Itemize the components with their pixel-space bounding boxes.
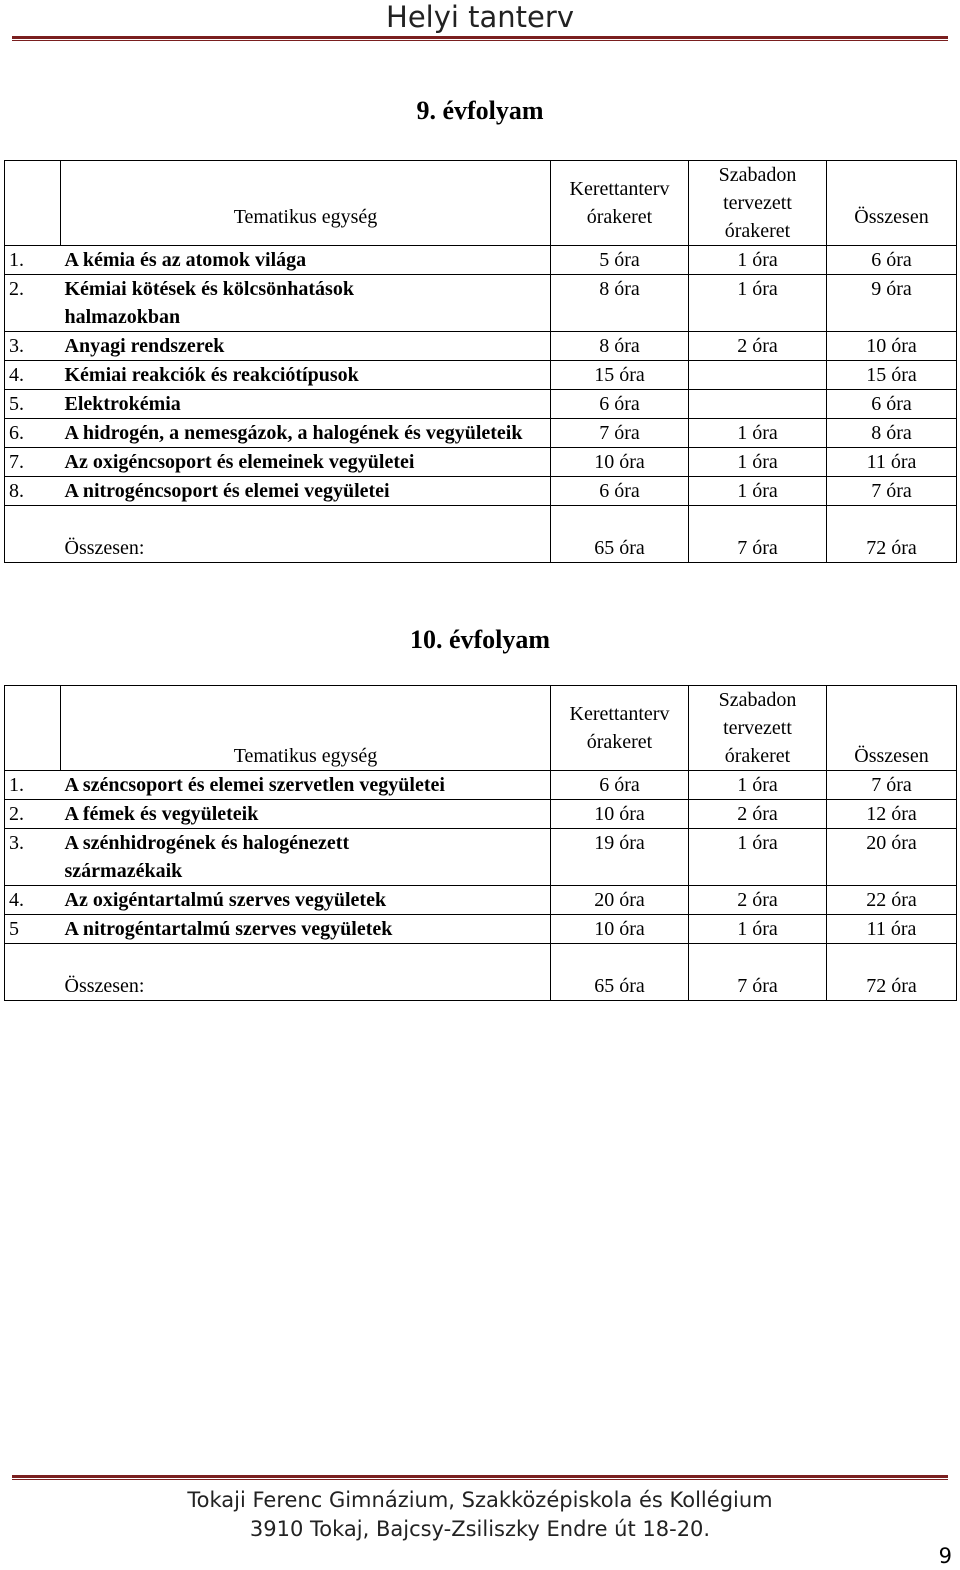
total-empty-cell bbox=[5, 944, 61, 1001]
row-unit: Kémiai reakciók és reakciótípusok bbox=[61, 361, 551, 390]
row-num: 4. bbox=[5, 361, 61, 390]
row-num: 3. bbox=[5, 829, 61, 886]
table-row bbox=[5, 477, 957, 506]
row-num: 2. bbox=[5, 800, 61, 829]
row-szabadon: 1 óra bbox=[689, 275, 827, 332]
header-empty-cell bbox=[5, 161, 61, 246]
grade10-title: 10. évfolyam bbox=[409, 625, 551, 654]
table-row bbox=[5, 390, 957, 419]
row-kerettanterv: 15 óra bbox=[551, 361, 689, 390]
row-num: 2. bbox=[5, 275, 61, 332]
row-num: 1. bbox=[5, 246, 61, 275]
footer-address: 3910 Tokaj, Bajcsy-Zsiliszky Endre út 18-20. bbox=[249, 1517, 711, 1541]
row-kerettanterv: 10 óra bbox=[551, 448, 689, 477]
row-szabadon bbox=[689, 361, 827, 390]
row-num: 3. bbox=[5, 332, 61, 361]
row-osszesen: 7 óra bbox=[827, 477, 957, 506]
header-szabadon: Szabadon tervezett órakeret bbox=[689, 686, 827, 771]
page-header-title: Helyi tanterv bbox=[386, 0, 574, 34]
grade9-header-row bbox=[5, 161, 957, 246]
total-label: Összesen: bbox=[61, 506, 551, 563]
row-unit: Anyagi rendszerek bbox=[61, 332, 551, 361]
row-osszesen: 11 óra bbox=[827, 915, 957, 944]
row-unit: A nitrogéntartalmú szerves vegyületek bbox=[61, 915, 551, 944]
total-kerettanterv: 65 óra bbox=[551, 944, 689, 1001]
total-osszesen: 72 óra bbox=[827, 506, 957, 563]
row-szabadon: 1 óra bbox=[689, 419, 827, 448]
table-row bbox=[5, 361, 957, 390]
row-osszesen: 15 óra bbox=[827, 361, 957, 390]
row-unit: Elektrokémia bbox=[61, 390, 551, 419]
row-unit: Az oxigéncsoport és elemeinek vegyületei bbox=[61, 448, 551, 477]
row-unit: A hidrogén, a nemesgázok, a halogének és vegyületeik bbox=[61, 419, 551, 448]
grade9-title: 9. évfolyam bbox=[416, 96, 544, 125]
header-kerettanterv: Kerettanterv órakeret bbox=[551, 161, 689, 246]
header-kerettanterv: Kerettanterv órakeret bbox=[551, 686, 689, 771]
row-unit: A széncsoport és elemei szervetlen vegyületei bbox=[61, 771, 551, 800]
header-osszesen: Összesen bbox=[827, 686, 957, 771]
row-kerettanterv: 6 óra bbox=[551, 390, 689, 419]
footer-school-name: Tokaji Ferenc Gimnázium, Szakközépiskola és Kollégium bbox=[187, 1488, 773, 1512]
row-szabadon: 1 óra bbox=[689, 448, 827, 477]
header-unit: Tematikus egység bbox=[61, 161, 551, 246]
row-unit: Az oxigéntartalmú szerves vegyületek bbox=[61, 886, 551, 915]
row-kerettanterv: 20 óra bbox=[551, 886, 689, 915]
row-osszesen: 20 óra bbox=[827, 829, 957, 886]
row-kerettanterv: 8 óra bbox=[551, 332, 689, 361]
row-num: 6. bbox=[5, 419, 61, 448]
row-kerettanterv: 6 óra bbox=[551, 477, 689, 506]
header-szabadon: Szabadon tervezett órakeret bbox=[689, 161, 827, 246]
row-kerettanterv: 10 óra bbox=[551, 800, 689, 829]
row-kerettanterv: 7 óra bbox=[551, 419, 689, 448]
row-szabadon: 1 óra bbox=[689, 771, 827, 800]
row-osszesen: 7 óra bbox=[827, 771, 957, 800]
total-szabadon: 7 óra bbox=[689, 944, 827, 1001]
row-osszesen: 8 óra bbox=[827, 419, 957, 448]
row-szabadon: 1 óra bbox=[689, 477, 827, 506]
row-kerettanterv: 8 óra bbox=[551, 275, 689, 332]
row-num: 7. bbox=[5, 448, 61, 477]
grade10-header-row bbox=[5, 686, 957, 771]
row-osszesen: 6 óra bbox=[827, 390, 957, 419]
row-szabadon: 2 óra bbox=[689, 800, 827, 829]
header-unit: Tematikus egység bbox=[61, 686, 551, 771]
row-osszesen: 11 óra bbox=[827, 448, 957, 477]
header-osszesen: Összesen bbox=[827, 161, 957, 246]
header-empty-cell bbox=[5, 686, 61, 771]
row-num: 1. bbox=[5, 771, 61, 800]
table-row bbox=[5, 419, 957, 448]
table-row bbox=[5, 246, 957, 275]
total-label: Összesen: bbox=[61, 944, 551, 1001]
table-row bbox=[5, 275, 957, 332]
grade9-total-row bbox=[5, 506, 957, 563]
row-unit: A kémia és az atomok világa bbox=[61, 246, 551, 275]
table-row bbox=[5, 771, 957, 800]
row-unit: A fémek és vegyületeik bbox=[61, 800, 551, 829]
header-divider bbox=[12, 36, 948, 41]
row-num: 4. bbox=[5, 886, 61, 915]
grade10-table bbox=[4, 685, 957, 1001]
row-osszesen: 9 óra bbox=[827, 275, 957, 332]
grade10-total-row bbox=[5, 944, 957, 1001]
row-kerettanterv: 19 óra bbox=[551, 829, 689, 886]
total-osszesen: 72 óra bbox=[827, 944, 957, 1001]
row-osszesen: 10 óra bbox=[827, 332, 957, 361]
table-row bbox=[5, 332, 957, 361]
row-szabadon: 1 óra bbox=[689, 915, 827, 944]
row-szabadon: 1 óra bbox=[689, 829, 827, 886]
row-num: 5 bbox=[5, 915, 61, 944]
row-unit: Kémiai kötések és kölcsönhatások halmazokban bbox=[61, 275, 551, 332]
table-row bbox=[5, 448, 957, 477]
footer-divider bbox=[12, 1475, 948, 1480]
row-osszesen: 12 óra bbox=[827, 800, 957, 829]
row-num: 5. bbox=[5, 390, 61, 419]
row-szabadon bbox=[689, 390, 827, 419]
row-osszesen: 22 óra bbox=[827, 886, 957, 915]
row-kerettanterv: 10 óra bbox=[551, 915, 689, 944]
row-szabadon: 2 óra bbox=[689, 332, 827, 361]
row-num: 8. bbox=[5, 477, 61, 506]
total-kerettanterv: 65 óra bbox=[551, 506, 689, 563]
table-row bbox=[5, 915, 957, 944]
page-number: 9 bbox=[938, 1544, 952, 1568]
row-unit: A nitrogéncsoport és elemei vegyületei bbox=[61, 477, 551, 506]
total-empty-cell bbox=[5, 506, 61, 563]
table-row bbox=[5, 886, 957, 915]
row-osszesen: 6 óra bbox=[827, 246, 957, 275]
row-szabadon: 2 óra bbox=[689, 886, 827, 915]
grade9-table bbox=[4, 160, 957, 563]
row-szabadon: 1 óra bbox=[689, 246, 827, 275]
total-szabadon: 7 óra bbox=[689, 506, 827, 563]
row-kerettanterv: 5 óra bbox=[551, 246, 689, 275]
row-kerettanterv: 6 óra bbox=[551, 771, 689, 800]
row-unit: A szénhidrogének és halogénezett származékaik bbox=[61, 829, 551, 886]
table-row bbox=[5, 800, 957, 829]
table-row bbox=[5, 829, 957, 886]
